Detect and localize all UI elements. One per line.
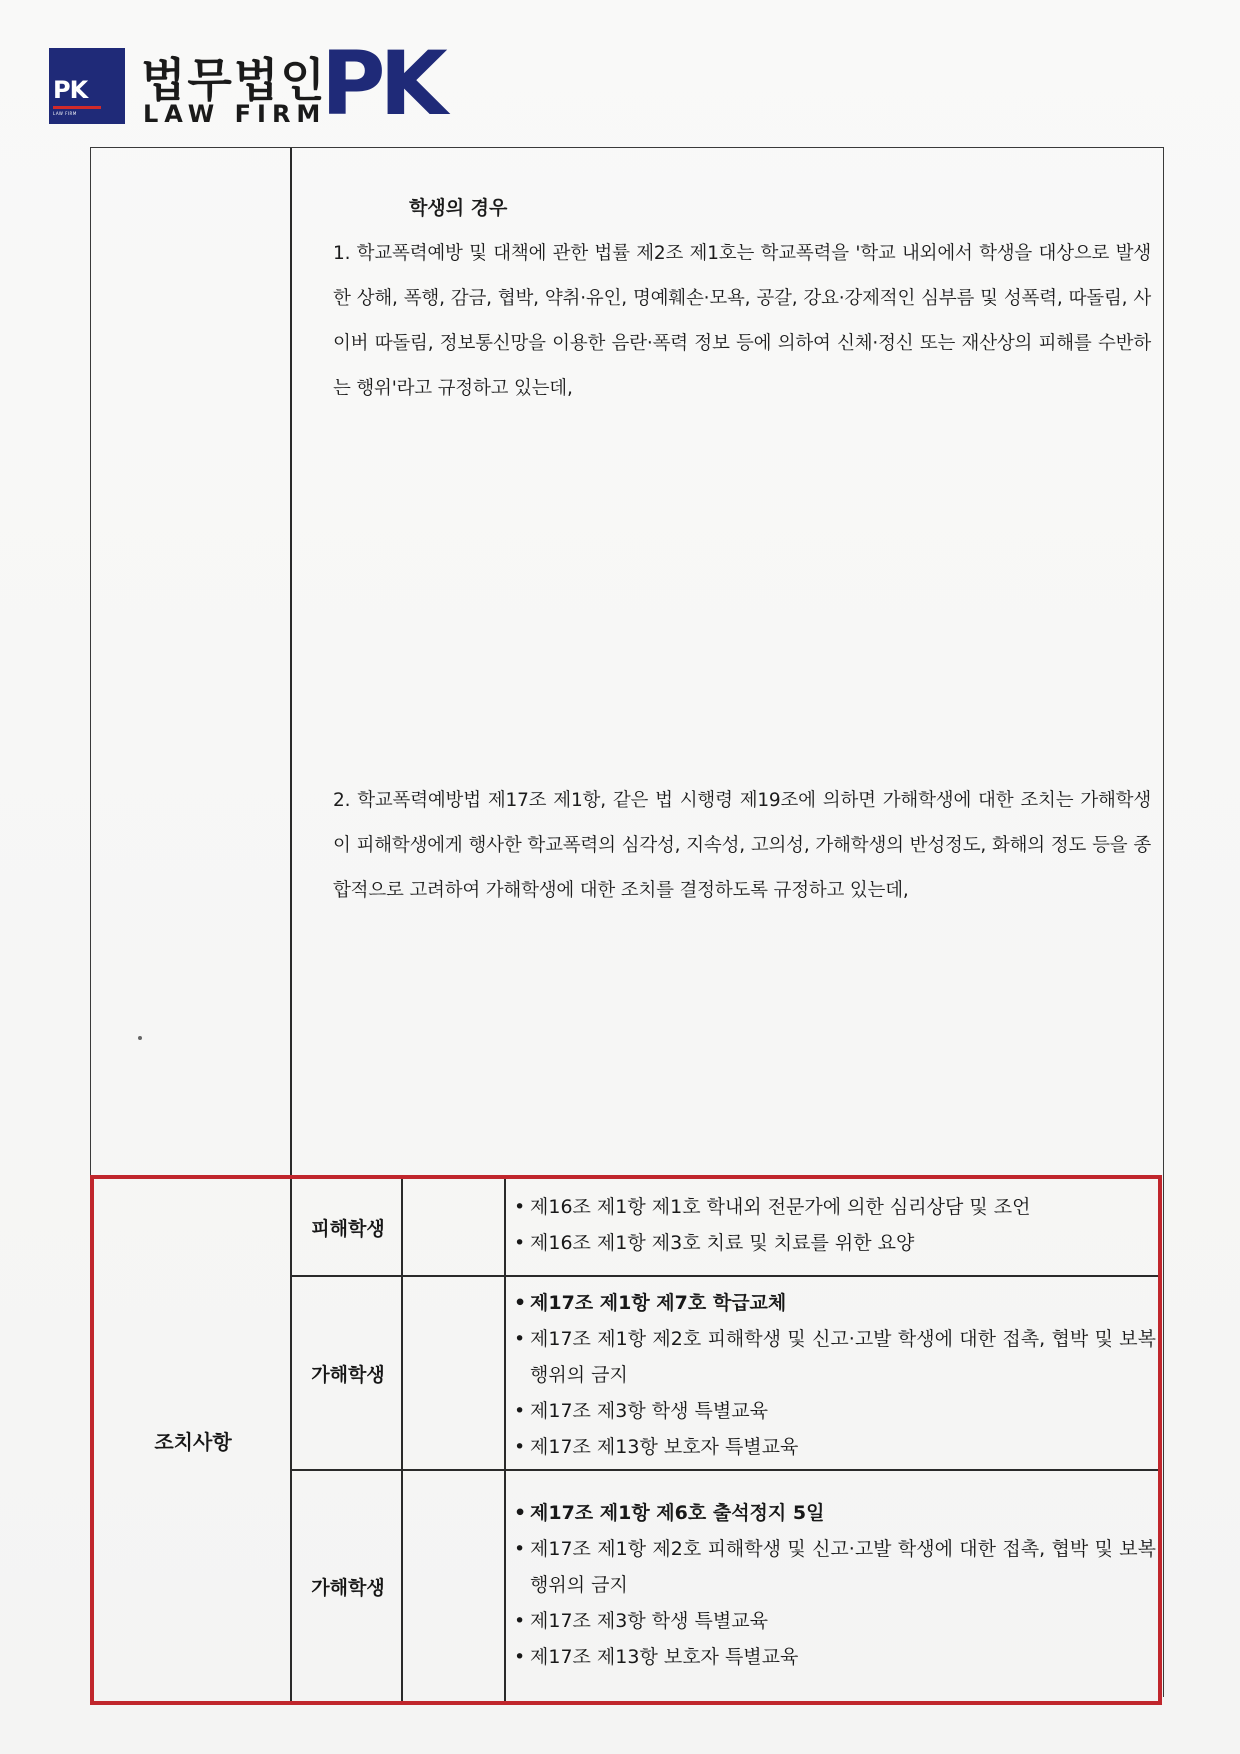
logo-name-english: LAW FIRM: [143, 100, 327, 128]
measure-item: • 제17조 제3항 학생 특별교육: [508, 1603, 1156, 1639]
measure-item-list: [508, 1179, 1156, 1285]
row-blank-cell: [404, 1471, 506, 1701]
logo-emblem-underline: [53, 106, 101, 109]
logo-name-korean: 법무법인: [141, 53, 327, 107]
measures-label: 조치사항: [154, 1429, 232, 1454]
measure-item-list: [508, 1471, 1156, 1725]
logo-pk-wordmark: PK: [321, 32, 442, 135]
row-role-label: 피해학생: [311, 1217, 385, 1240]
row-role-label: 가해학생: [311, 1576, 385, 1599]
section-heading: 학생의 경우: [409, 197, 508, 219]
measure-item: • 제17조 제3항 학생 특별교육: [508, 1393, 1156, 1429]
measure-item: • 제17조 제13항 보호자 특별교육: [508, 1429, 1156, 1465]
logo-emblem-text: PK: [53, 76, 88, 104]
measure-row-victim: [292, 1179, 1158, 1275]
measure-item: • 제16조 제1항 제3호 치료 및 치료를 위한 요양: [508, 1225, 1156, 1261]
row-blank-cell: [404, 1277, 506, 1469]
row-role-label: 가해학생: [311, 1363, 385, 1386]
measure-item-list: [508, 1277, 1156, 1477]
measure-item: • 제16조 제1항 제1호 학내외 전문가에 의한 심리상담 및 조언: [508, 1189, 1156, 1225]
measure-item: • 제17조 제13항 보호자 특별교육: [508, 1639, 1156, 1675]
measure-item: • 제17조 제1항 제7호 학급교체: [508, 1285, 1156, 1321]
measure-item: • 제17조 제1항 제2호 피해학생 및 신고·고발 학생에 대한 접촉, 협박 및 보복행위의 금지: [508, 1321, 1156, 1393]
paragraph-measures-criteria: 2. 학교폭력예방법 제17조 제1항, 같은 법 시행령 제19조에 의하면 가해학생에 대한 조치는 가해학생이 피해학생에게 행사한 학교폭력의 심각성, 지속성, 고의성, 가해학생의 반성정도, 화해의 정도 등을 종합적으로 고려하여 가해학생에 대한 조치를 결정하도록 규정하고 있는데,: [333, 790, 1151, 901]
row-blank-cell: [404, 1179, 506, 1275]
legal-text-section: [292, 148, 1162, 1178]
measures-table: [90, 1175, 1162, 1705]
measure-row-perpetrator-1: [292, 1277, 1158, 1469]
logo-emblem-subtext: LAW FIRM: [53, 111, 77, 116]
measure-row-perpetrator-2: [292, 1471, 1158, 1701]
measure-item: • 제17조 제1항 제6호 출석정지 5일: [508, 1495, 1156, 1531]
paragraph-school-violence-definition: 1. 학교폭력예방 및 대책에 관한 법률 제2조 제1호는 학교폭력을 '학교 내외에서 학생을 대상으로 발생한 상해, 폭행, 감금, 협박, 약취·유인, 명예훼손·모욕, 공갈, 강요·강제적인 심부름 및 성폭력, 따돌림, 사이버 따돌림, 정보통신망을 이용한 음란·폭력 정보 등에 의하여 신체·정신 또는 재산상의 피해를 수반하는 행위'라고 규정하고 있는데,: [333, 243, 1151, 399]
logo-emblem: [49, 48, 125, 124]
measure-item: • 제17조 제1항 제2호 피해학생 및 신고·고발 학생에 대한 접촉, 협박 및 보복행위의 금지: [508, 1531, 1156, 1603]
scan-speck: [138, 1036, 142, 1040]
